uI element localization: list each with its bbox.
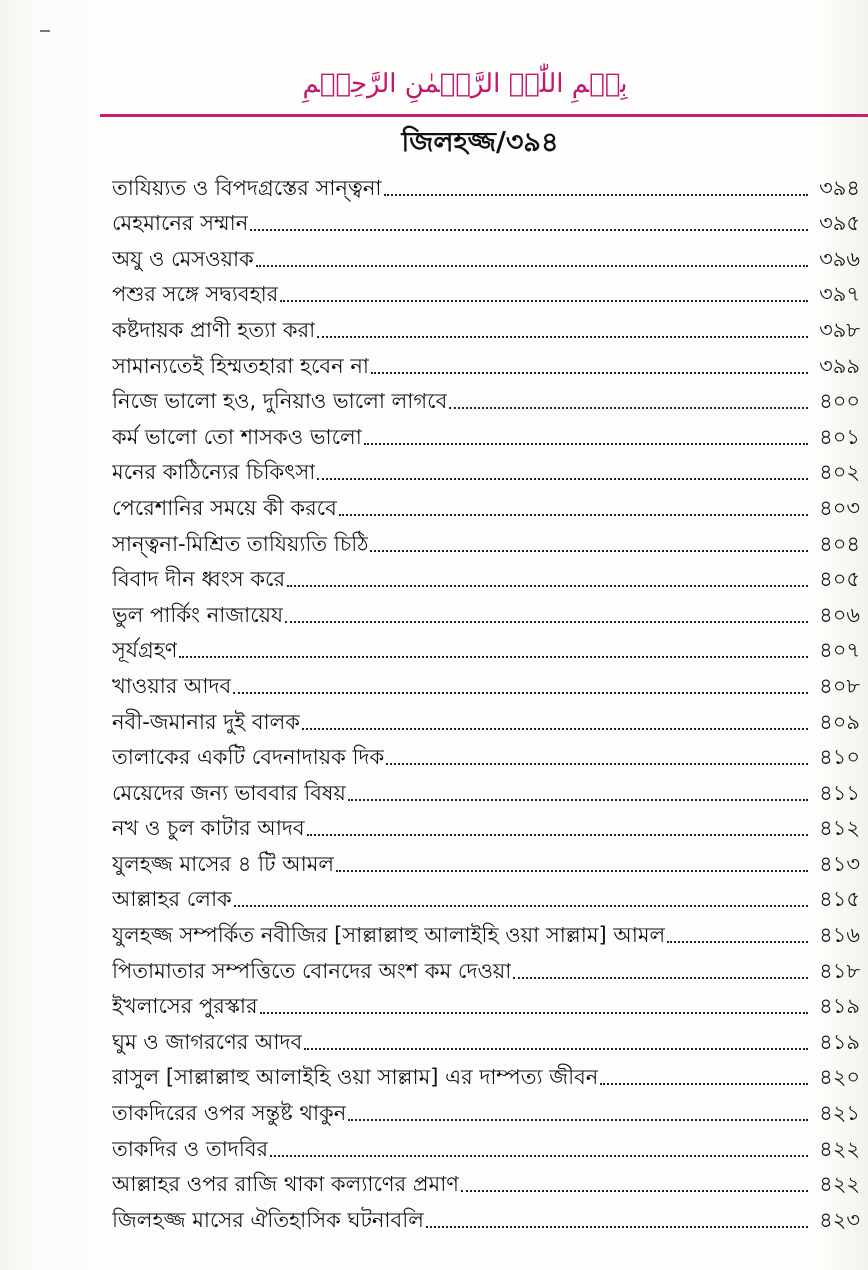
toc-entry-page-number: ৩৯৫ <box>819 211 860 236</box>
toc-entry[interactable] <box>112 986 860 1022</box>
dot-leader <box>364 443 808 445</box>
toc-entry-page-number: ৪০০ <box>819 389 860 414</box>
toc-entry-title: ইখলাসের পুরস্কার <box>112 994 258 1019</box>
dot-leader <box>307 834 808 836</box>
toc-entry-title: মেয়েদের জন্য ভাববার বিষয় <box>112 780 346 805</box>
toc-entry-title: তাযিয়্যত ও বিপদগ্রস্তের সান্ত্বনা <box>112 175 382 200</box>
dot-leader <box>513 977 808 979</box>
toc-entry[interactable] <box>112 167 860 203</box>
toc-entry[interactable] <box>112 772 860 808</box>
toc-entry-page-number: ৪১৯ <box>819 994 860 1019</box>
toc-entry-page-number: ৪১৯ <box>819 1029 860 1054</box>
toc-entry-title: পিতামাতার সম্পত্তিতে বোনদের অংশ কম দেওয়া <box>112 958 512 983</box>
toc-entry-page-number: ৩৯৪ <box>819 175 860 200</box>
toc-entry-title: নিজে ভালো হও, দুনিয়াও ভালো লাগবে <box>112 389 448 414</box>
toc-entry-title: ভুল পার্কিং নাজায়েয <box>112 602 284 627</box>
toc-entry-title: সূর্যগ্রহণ <box>112 638 178 663</box>
dot-leader <box>371 372 808 374</box>
toc-entry-title: পেরেশানির সময়ে কী করবে <box>112 495 337 520</box>
toc-entry-page-number: ৪২৩ <box>819 1207 860 1232</box>
toc-entry[interactable] <box>112 345 860 381</box>
toc-entry-title: মনের কাঠিন্যের চিকিৎসা <box>112 460 316 485</box>
toc-entry-page-number: ৪০৬ <box>819 602 860 627</box>
toc-entry-page-number: ৩৯৭ <box>819 282 860 307</box>
dot-leader <box>304 1048 808 1050</box>
toc-entry[interactable] <box>112 594 860 630</box>
dot-leader <box>336 870 808 872</box>
toc-entry[interactable] <box>112 843 860 879</box>
toc-entry[interactable] <box>112 381 860 417</box>
dot-leader <box>317 336 808 338</box>
toc-entry-page-number: ৪১৫ <box>819 887 860 912</box>
toc-entry[interactable] <box>112 1057 860 1093</box>
toc-entry-page-number: ৪০৭ <box>819 638 860 663</box>
toc-entry-title: মেহমানের সম্মান <box>112 211 249 236</box>
toc-entry-title: সামান্যতেই হিম্মতহারা হবেন না <box>112 353 369 378</box>
toc-entry[interactable] <box>112 665 860 701</box>
toc-entry-page-number: ৪২২ <box>819 1172 860 1197</box>
dot-leader <box>317 478 808 480</box>
dot-leader <box>250 229 808 231</box>
toc-entry-title: কষ্টদায়ক প্রাণী হত্যা করা <box>112 317 316 342</box>
dot-leader <box>461 1190 808 1192</box>
dot-leader <box>256 265 808 267</box>
toc-entry[interactable] <box>112 737 860 773</box>
toc-entry-title: যুলহজ্জ মাসের ৪ টি আমল <box>112 851 335 876</box>
toc-entry-page-number: ৪২১ <box>819 1101 860 1126</box>
toc-entry-page-number: ৪০৮ <box>819 673 860 698</box>
toc-entry-page-number: ৪০৩ <box>819 495 860 520</box>
dot-leader <box>302 728 808 730</box>
toc-entry-title: সান্ত্বনা-মিশ্রিত তাযিয়্যতি চিঠি <box>112 531 369 556</box>
dot-leader <box>270 1155 808 1157</box>
toc-entry-page-number: ৪১১ <box>819 780 860 805</box>
toc-entry-title: জিলহজ্জ মাসের ঐতিহাসিক ঘটনাবলি <box>112 1207 424 1232</box>
table-of-contents <box>112 167 860 1235</box>
toc-entry[interactable] <box>112 701 860 737</box>
toc-entry[interactable] <box>112 238 860 274</box>
toc-entry-page-number: ৪১২ <box>819 816 860 841</box>
toc-entry[interactable] <box>112 416 860 452</box>
toc-entry-title: আল্লাহর লোক <box>112 887 232 912</box>
toc-entry-title: খাওয়ার আদব <box>112 673 232 698</box>
toc-entry-page-number: ৪১৩ <box>819 851 860 876</box>
toc-entry-title: তাকদিরের ওপর সন্তুষ্ট থাকুন <box>112 1101 347 1126</box>
toc-entry[interactable] <box>112 630 860 666</box>
dot-leader <box>285 621 808 623</box>
toc-entry[interactable] <box>112 1021 860 1057</box>
toc-entry-page-number: ৪০৯ <box>819 709 860 734</box>
toc-entry-title: অযু ও মেসওয়াক <box>112 246 254 271</box>
dot-leader <box>234 905 808 907</box>
toc-entry[interactable] <box>112 309 860 345</box>
toc-entry-page-number: ৩৯৬ <box>819 246 860 271</box>
toc-entry-page-number: ৪১০ <box>819 745 860 770</box>
toc-entry-page-number: ৪০২ <box>819 460 860 485</box>
toc-entry-title: ঘুম ও জাগরণের আদব <box>112 1029 303 1054</box>
scan-mark <box>40 30 50 32</box>
dot-leader <box>426 1226 808 1228</box>
dot-leader <box>287 585 808 587</box>
dot-leader <box>600 1083 808 1085</box>
dot-leader <box>386 763 808 765</box>
toc-entry-page-number: ৩৯৯ <box>819 353 860 378</box>
toc-entry[interactable] <box>112 1128 860 1164</box>
toc-entry-title: যুলহজ্জ সম্পর্কিত নবীজির [সাল্লাল্লাহু আলাইহি ওয়া সাল্লাম] আমল <box>112 923 666 948</box>
dot-leader <box>233 692 808 694</box>
toc-entry[interactable] <box>112 452 860 488</box>
toc-entry-page-number: ৪০৪ <box>819 531 860 556</box>
toc-entry[interactable] <box>112 914 860 950</box>
toc-entry-title: পশুর সঙ্গে সদ্ব্যবহার <box>112 282 279 307</box>
toc-entry[interactable] <box>112 879 860 915</box>
dot-leader <box>348 1119 808 1121</box>
toc-entry-title: নখ ও চুল কাটার আদব <box>112 816 305 841</box>
toc-entry-title: বিবাদ দীন ধ্বংস করে <box>112 567 286 592</box>
dot-leader <box>370 550 808 552</box>
toc-entry[interactable] <box>112 1092 860 1128</box>
toc-entry-page-number: ৪১৮ <box>819 958 860 983</box>
toc-entry[interactable] <box>112 559 860 595</box>
dot-leader <box>348 799 808 801</box>
toc-entry[interactable] <box>112 274 860 310</box>
dot-leader <box>280 300 808 302</box>
dot-leader <box>339 514 808 516</box>
toc-entry[interactable] <box>112 950 860 986</box>
toc-entry-page-number: ৪১৬ <box>819 923 860 948</box>
dot-leader <box>449 407 808 409</box>
toc-entry-page-number: ৪০৫ <box>819 567 860 592</box>
toc-entry-page-number: ৪২০ <box>819 1065 860 1090</box>
toc-entry[interactable] <box>112 1199 860 1235</box>
toc-entry[interactable] <box>112 808 860 844</box>
toc-entry[interactable] <box>112 487 860 523</box>
toc-entry[interactable] <box>112 203 860 239</box>
toc-entry[interactable] <box>112 1164 860 1200</box>
bismillah-heading: بِسۡمِ اللّٰہِ الرَّحۡمٰنِ الرَّحِیۡمِ <box>302 69 628 99</box>
dot-leader <box>179 656 808 658</box>
toc-entry-page-number: ৩৯৮ <box>819 317 860 342</box>
toc-entry-title: তাকদির ও তাদবির <box>112 1136 269 1161</box>
dot-leader <box>667 941 808 943</box>
toc-entry-title: রাসুল [সাল্লাল্লাহু আলাইহি ওয়া সাল্লাম] এর দাম্পত্য জীবন <box>112 1065 599 1090</box>
toc-entry-title: কর্ম ভালো তো শাসকও ভালো <box>112 424 362 449</box>
toc-entry-title: নবী-জমানার দুই বালক <box>112 709 300 734</box>
toc-entry-title: তালাকের একটি বেদনাদায়ক দিক <box>112 745 385 770</box>
dot-leader <box>260 1012 808 1014</box>
toc-entry-page-number: ৪০১ <box>819 424 860 449</box>
section-title: জিলহজ্জ/৩৯৪ <box>401 127 559 158</box>
toc-entry-title: আল্লাহর ওপর রাজি থাকা কল্যাণের প্রমাণ <box>112 1172 459 1197</box>
dot-leader <box>384 194 808 196</box>
header-divider <box>100 114 868 117</box>
toc-entry[interactable] <box>112 523 860 559</box>
toc-entry-page-number: ৪২২ <box>819 1136 860 1161</box>
